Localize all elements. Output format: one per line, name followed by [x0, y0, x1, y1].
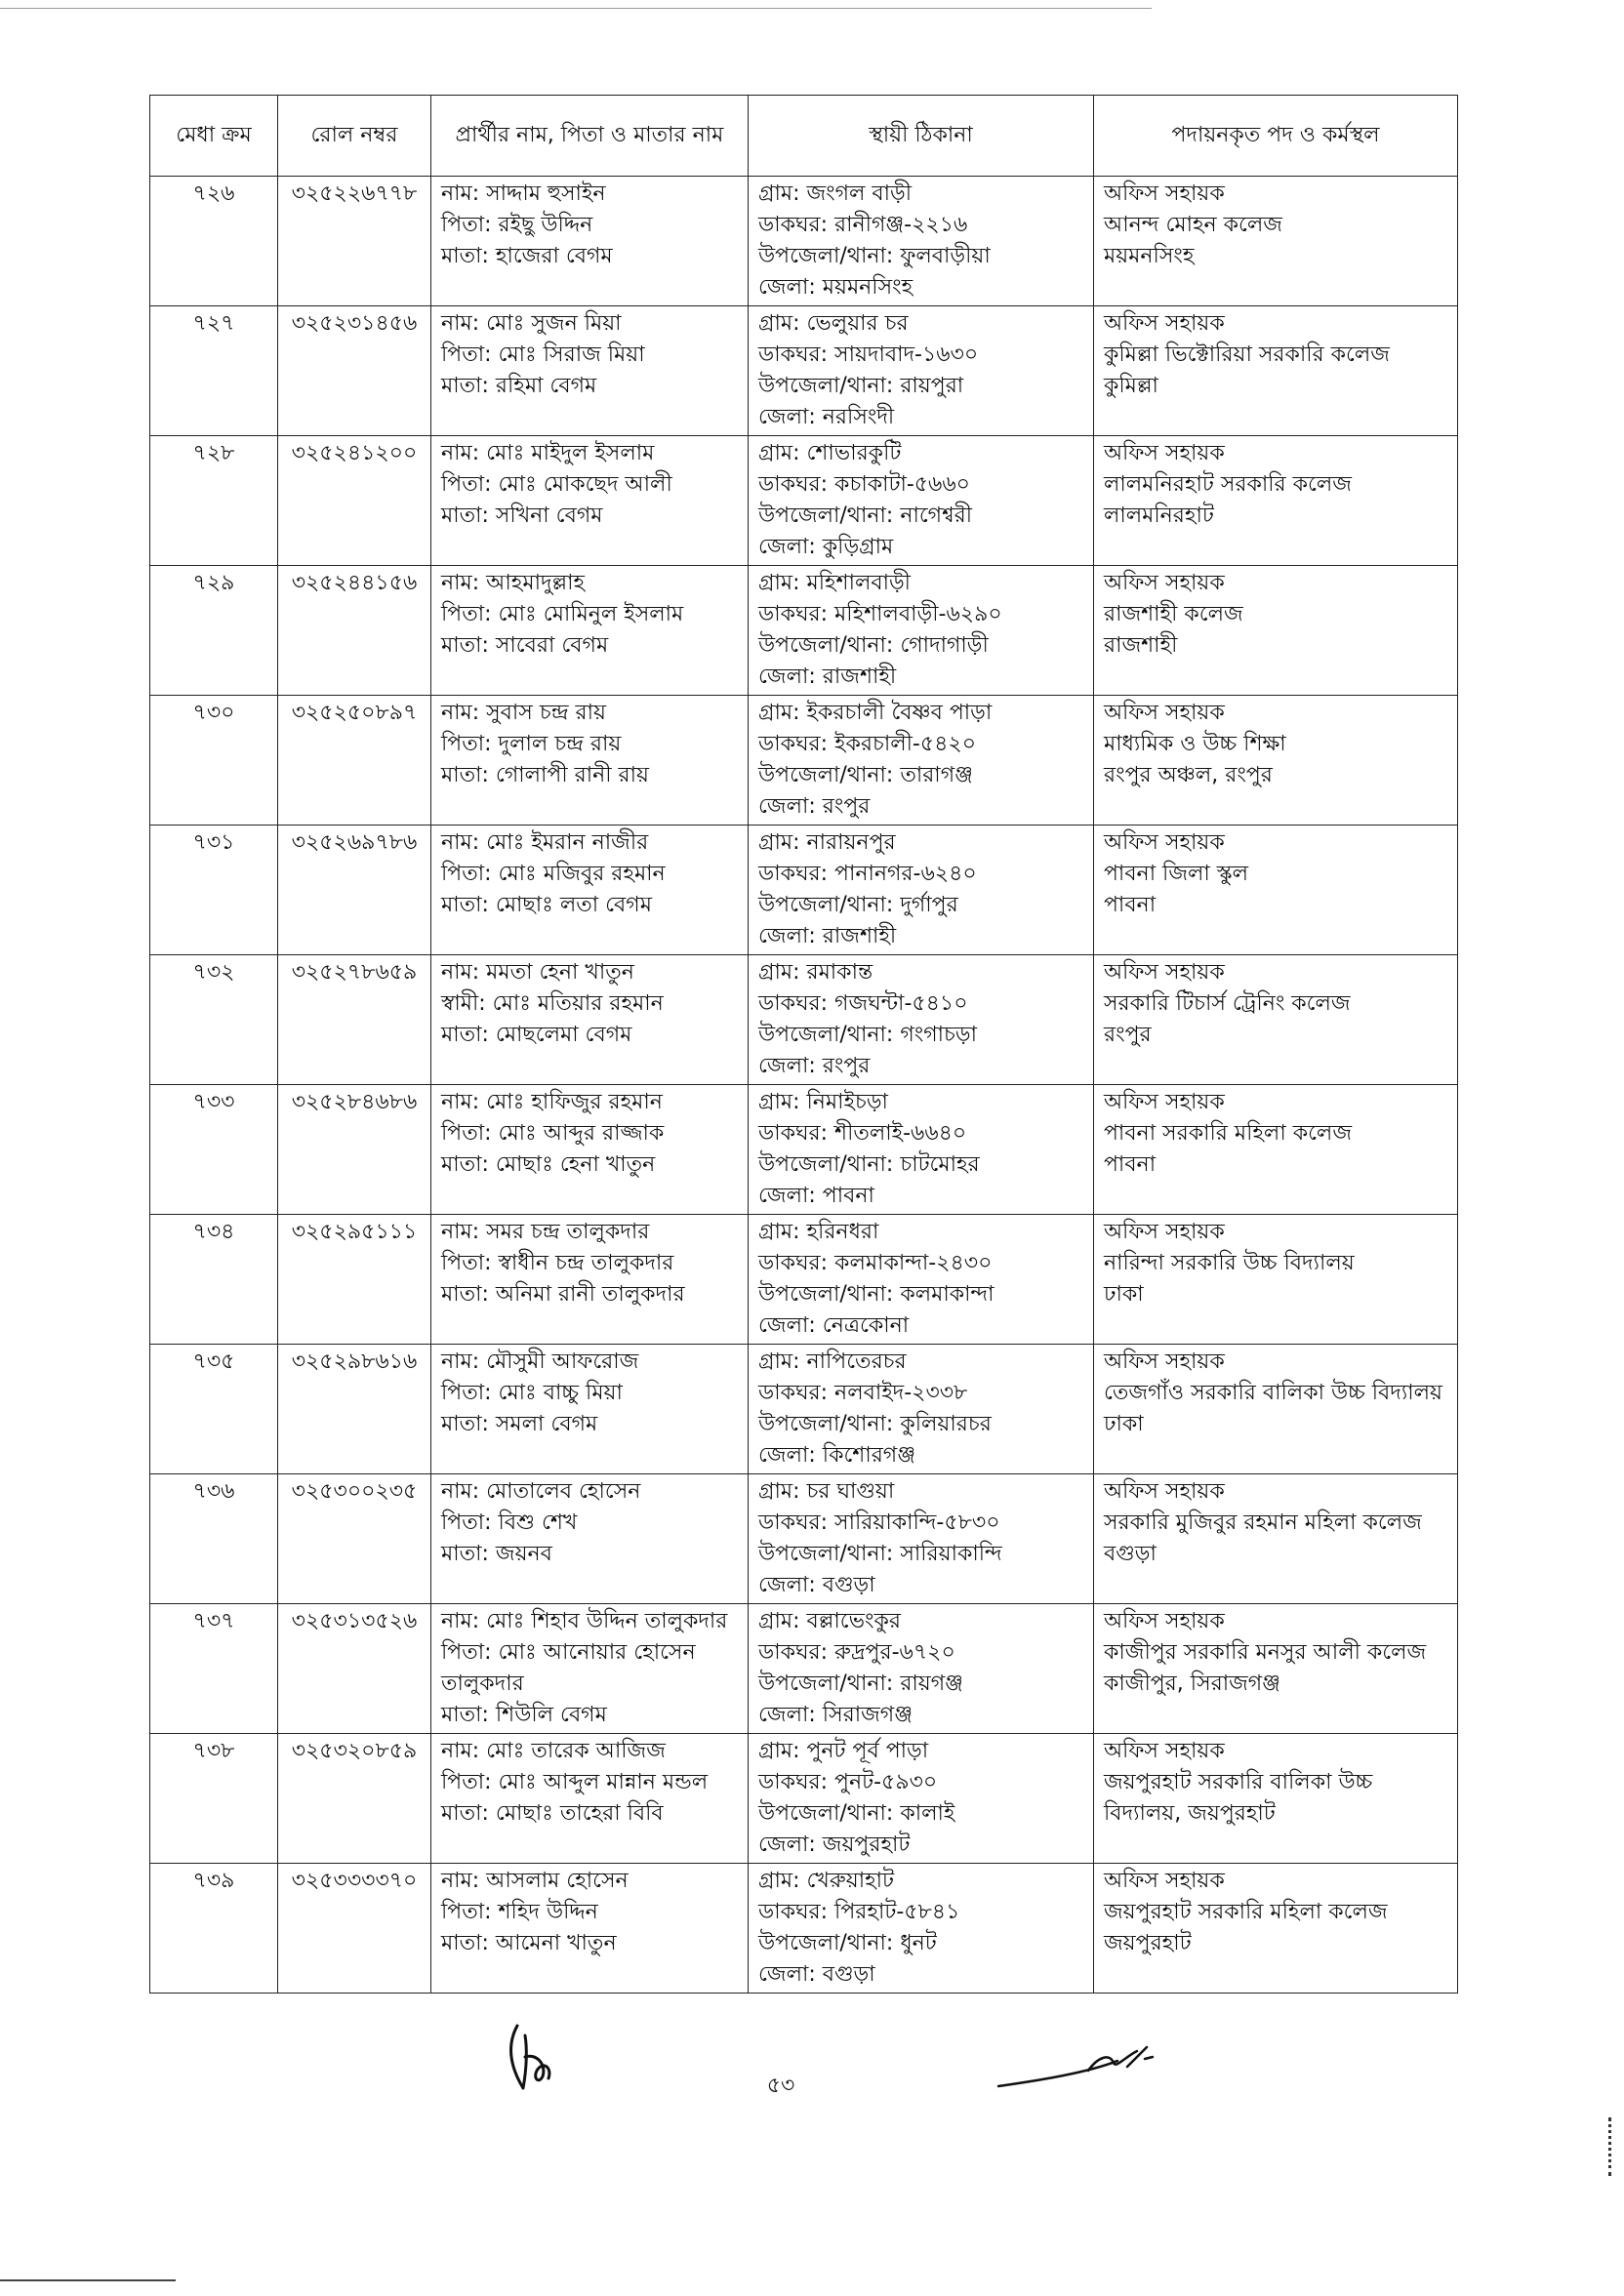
table-row — [150, 1085, 1458, 1215]
candidate-name-line: পিতা: মোঃ মোকছেদ আলী — [441, 472, 672, 497]
address-line: ডাকঘর: কলমাকান্দা-২৪৩০ — [758, 1251, 993, 1275]
address-line: ডাকঘর: রুদ্রপুর-৬৭২০ — [758, 1640, 955, 1665]
address-line: গ্রাম: রমাকান্ত — [758, 960, 873, 985]
address-cell — [749, 1604, 1094, 1734]
side-scan-marks — [1608, 2117, 1615, 2176]
address-line: উপজেলা/থানা: ধুনট — [758, 1931, 937, 1955]
merit-cell: ৭৩৫ — [150, 1345, 278, 1474]
address-line: গ্রাম: নারায়নপুর — [758, 830, 896, 855]
posting-line: ঢাকা — [1104, 1282, 1144, 1307]
merit-cell: ৭২৬ — [150, 177, 278, 306]
roll-cell: ৩২৫২৮৪৬৮৬ — [278, 1085, 431, 1215]
candidate-name-line: পিতা: বিশু শেখ — [441, 1511, 578, 1535]
address-line: উপজেলা/থানা: কালাই — [758, 1801, 955, 1826]
posting-cell — [1094, 1604, 1458, 1734]
posting-line: রংপুর — [1104, 1023, 1152, 1047]
candidate-name-line: মাতা: মোছাঃ তাহেরা বিবি — [441, 1801, 664, 1826]
candidate-name-line: নাম: মোঃ হাফিজুর রহমান — [441, 1090, 663, 1114]
merit-list-table — [149, 95, 1458, 1994]
address-line: ডাকঘর: নলবাইদ-২৩৩৮ — [758, 1381, 968, 1405]
posting-line: লালমনিরহাট — [1104, 504, 1214, 528]
address-cell — [749, 1734, 1094, 1864]
merit-cell: ৭২৮ — [150, 436, 278, 566]
candidate-name-cell — [431, 955, 749, 1085]
candidate-name-line: মাতা: অনিমা রানী তালুকদার — [441, 1282, 685, 1307]
address-line: উপজেলা/থানা: সারিয়াকান্দি — [758, 1542, 1002, 1566]
address-line: গ্রাম: জংগল বাড়ী — [758, 181, 913, 206]
roll-cell: ৩২৫২৫০৮৯৭ — [278, 696, 431, 826]
posting-line: কাজীপুর সরকারি মনসুর আলী কলেজ — [1104, 1640, 1427, 1665]
header-post: পদায়নকৃত পদ ও কর্মস্থল — [1094, 96, 1458, 177]
address-cell — [749, 1864, 1094, 1994]
candidate-name-line: নাম: মোতালেব হোসেন — [441, 1479, 641, 1504]
header-roll: রোল নম্বর — [278, 96, 431, 177]
address-line: ডাকঘর: সারিয়াকান্দি-৫৮৩০ — [758, 1511, 1000, 1535]
table-row — [150, 306, 1458, 436]
address-line: উপজেলা/থানা: রায়গঞ্জ — [758, 1672, 963, 1696]
posting-line: ঢাকা — [1104, 1412, 1144, 1436]
address-line: জেলা: নেত্রকোনা — [758, 1313, 910, 1338]
posting-line: পাবনা — [1104, 1152, 1157, 1177]
address-cell — [749, 826, 1094, 955]
candidate-name-cell — [431, 1734, 749, 1864]
posting-cell — [1094, 566, 1458, 696]
candidate-name-line: নাম: মোঃ তারেক আজিজ — [441, 1739, 666, 1763]
address-line: গ্রাম: নাপিতেরচর — [758, 1349, 907, 1374]
posting-line: অফিস সহায়ক — [1104, 1349, 1225, 1374]
posting-line: অফিস সহায়ক — [1104, 830, 1225, 855]
table-row — [150, 1604, 1458, 1734]
address-line: গ্রাম: মহিশালবাড়ী — [758, 571, 911, 595]
posting-line: অফিস সহায়ক — [1104, 571, 1225, 595]
address-line: ডাকঘর: সায়দাবাদ-১৬৩০ — [758, 342, 979, 367]
candidate-name-line: মাতা: জয়নব — [441, 1542, 552, 1566]
address-line: উপজেলা/থানা: কলমাকান্দা — [758, 1282, 995, 1307]
candidate-name-cell — [431, 1085, 749, 1215]
candidate-name-cell — [431, 1864, 749, 1994]
signature-left-icon — [488, 2018, 576, 2106]
posting-cell — [1094, 1345, 1458, 1474]
table-row — [150, 1864, 1458, 1994]
address-line: ডাকঘর: গজঘন্টা-৫৪১০ — [758, 991, 968, 1016]
address-line: জেলা: বগুড়া — [758, 1573, 875, 1597]
candidate-name-line: পিতা: মোঃ আনোয়ার হোসেন তালুকদার — [441, 1640, 696, 1696]
address-cell — [749, 306, 1094, 436]
posting-cell — [1094, 1215, 1458, 1345]
address-line: জেলা: পাবনা — [758, 1184, 874, 1208]
candidate-name-line: মাতা: সখিনা বেগম — [441, 504, 603, 528]
posting-cell — [1094, 826, 1458, 955]
candidate-name-cell — [431, 177, 749, 306]
roll-cell: ৩২৫২৪১২০০ — [278, 436, 431, 566]
candidate-name-line: মাতা: শিউলি বেগম — [441, 1703, 607, 1727]
address-line: উপজেলা/থানা: গংগাচড়া — [758, 1023, 977, 1047]
candidate-name-line: পিতা: দুলাল চন্দ্র রায় — [441, 732, 622, 756]
address-line: জেলা: রাজশাহী — [758, 665, 897, 689]
candidate-name-line: পিতা: শহিদ উদ্দিন — [441, 1900, 598, 1924]
candidate-name-cell — [431, 566, 749, 696]
candidate-name-line: নাম: মৌসুমী আফরোজ — [441, 1349, 639, 1374]
address-cell — [749, 696, 1094, 826]
address-line: ডাকঘর: রানীগঞ্জ-২২১৬ — [758, 213, 968, 237]
table-row — [150, 696, 1458, 826]
merit-cell: ৭৩৪ — [150, 1215, 278, 1345]
address-line: জেলা: সিরাজগঞ্জ — [758, 1703, 913, 1727]
candidate-name-line: নাম: আহমাদুল্লাহ — [441, 571, 586, 595]
posting-line: নারিন্দা সরকারি উচ্চ বিদ্যালয় — [1104, 1251, 1355, 1275]
table-header — [150, 96, 1458, 177]
address-cell — [749, 566, 1094, 696]
address-line: জেলা: বগুড়া — [758, 1962, 875, 1987]
posting-line: বগুড়া — [1104, 1542, 1157, 1566]
posting-line: রাজশাহী কলেজ — [1104, 602, 1243, 626]
address-line: গ্রাম: ভেলুয়ার চর — [758, 311, 909, 336]
roll-cell: ৩২৫২৯৮৬১৬ — [278, 1345, 431, 1474]
posting-line: অফিস সহায়ক — [1104, 1609, 1225, 1633]
merit-cell: ৭৩৮ — [150, 1734, 278, 1864]
posting-line: অফিস সহায়ক — [1104, 311, 1225, 336]
posting-line: পাবনা — [1104, 893, 1157, 917]
bottom-scan-mark — [0, 2279, 176, 2281]
candidate-name-line: নাম: মোঃ মাইদুল ইসলাম — [441, 441, 655, 465]
candidate-name-cell — [431, 826, 749, 955]
address-line: জেলা: কিশোরগঞ্জ — [758, 1443, 916, 1468]
posting-line: কাজীপুর, সিরাজগঞ্জ — [1104, 1672, 1280, 1696]
signature-right-image — [991, 2037, 1166, 2100]
candidate-name-line: স্বামী: মোঃ মতিয়ার রহমান — [441, 991, 664, 1016]
posting-line: অফিস সহায়ক — [1104, 1479, 1225, 1504]
posting-line: মাধ্যমিক ও উচ্চ শিক্ষা — [1104, 732, 1286, 756]
roll-cell: ৩২৫২৬৯৭৮৬ — [278, 826, 431, 955]
merit-cell: ৭৩৩ — [150, 1085, 278, 1215]
address-line: ডাকঘর: ইকরচালী-৫৪২০ — [758, 732, 977, 756]
candidate-name-line: নাম: সুবাস চন্দ্র রায় — [441, 701, 606, 725]
address-line: জেলা: রংপুর — [758, 1054, 871, 1078]
page-number: ৫৩ — [766, 2074, 795, 2098]
posting-cell — [1094, 1474, 1458, 1604]
address-line: গ্রাম: চর ঘাগুয়া — [758, 1479, 895, 1504]
candidate-name-line: মাতা: হাজেরা বেগম — [441, 244, 613, 268]
posting-line: রাজশাহী — [1104, 633, 1178, 658]
posting-line: অফিস সহায়ক — [1104, 1869, 1225, 1893]
table-row — [150, 955, 1458, 1085]
posting-line: অফিস সহায়ক — [1104, 1220, 1225, 1244]
address-line: গ্রাম: বল্লাভেংকুর — [758, 1609, 901, 1633]
table-row — [150, 566, 1458, 696]
table-body — [150, 177, 1458, 1994]
address-cell — [749, 177, 1094, 306]
table-row — [150, 1474, 1458, 1604]
candidate-name-line: পিতা: রইছু উদ্দিন — [441, 213, 593, 237]
roll-cell: ৩২৫২৪৪১৫৬ — [278, 566, 431, 696]
posting-cell — [1094, 1085, 1458, 1215]
posting-line: পাবনা জিলা স্কুল — [1104, 862, 1249, 886]
address-line: গ্রাম: ইকরচালী বৈষ্ণব পাড়া — [758, 701, 993, 725]
posting-line: কুমিল্লা ভিক্টোরিয়া সরকারি কলেজ — [1104, 342, 1390, 367]
roll-cell: ৩২৫৩০০২৩৫ — [278, 1474, 431, 1604]
candidate-name-line: নাম: সাদ্দাম হুসাইন — [441, 181, 606, 206]
candidate-name-line: মাতা: রহিমা বেগম — [441, 374, 597, 398]
candidate-name-cell — [431, 306, 749, 436]
address-line: গ্রাম: শোভারকুটি — [758, 441, 902, 465]
posting-line: জয়পুরহাট সরকারি বালিকা উচ্চ — [1104, 1770, 1373, 1794]
candidate-name-line: পিতা: মোঃ আব্দুর রাজ্জাক — [441, 1121, 665, 1146]
address-line: গ্রাম: হরিনধরা — [758, 1220, 879, 1244]
address-cell — [749, 1345, 1094, 1474]
table-row — [150, 177, 1458, 306]
posting-cell — [1094, 1734, 1458, 1864]
posting-cell — [1094, 1864, 1458, 1994]
candidate-name-cell — [431, 1345, 749, 1474]
roll-cell: ৩২৫৩১৩৫২৬ — [278, 1604, 431, 1734]
candidate-name-line: মাতা: মোছাঃ হেনা খাতুন — [441, 1152, 656, 1177]
address-line: ডাকঘর: কচাকাটা-৫৬৬০ — [758, 472, 970, 497]
header-row — [150, 96, 1458, 177]
candidate-name-line: পিতা: মোঃ আব্দুল মান্নান মন্ডল — [441, 1770, 709, 1794]
candidate-name-line: মাতা: সমলা বেগম — [441, 1412, 598, 1436]
table-row — [150, 826, 1458, 955]
candidate-name-line: নাম: মমতা হেনা খাতুন — [441, 960, 634, 985]
posting-line: অফিস সহায়ক — [1104, 960, 1225, 985]
signature-right-icon — [991, 2037, 1166, 2096]
posting-line: জয়পুরহাট সরকারি মহিলা কলেজ — [1104, 1900, 1388, 1924]
candidate-name-line: মাতা: মোছলেমা বেগম — [441, 1023, 632, 1047]
posting-line: অফিস সহায়ক — [1104, 441, 1225, 465]
candidate-name-line: পিতা: মোঃ বাচ্চু মিয়া — [441, 1381, 623, 1405]
address-line: জেলা: রাজশাহী — [758, 924, 897, 948]
merit-cell: ৭২৭ — [150, 306, 278, 436]
posting-line: বিদ্যালয়, জয়পুরহাট — [1104, 1801, 1276, 1826]
candidate-name-cell — [431, 1474, 749, 1604]
address-line: উপজেলা/থানা: রায়পুরা — [758, 374, 964, 398]
posting-line: অফিস সহায়ক — [1104, 1739, 1225, 1763]
posting-cell — [1094, 436, 1458, 566]
roll-cell: ৩২৫২৯৫১১১ — [278, 1215, 431, 1345]
candidate-name-line: মাতা: মোছাঃ লতা বেগম — [441, 893, 652, 917]
address-cell — [749, 1085, 1094, 1215]
address-cell — [749, 436, 1094, 566]
address-line: উপজেলা/থানা: দুর্গাপুর — [758, 893, 958, 917]
roll-cell: ৩২৫২২৬৭৭৮ — [278, 177, 431, 306]
merit-cell: ৭৩১ — [150, 826, 278, 955]
posting-line: পাবনা সরকারি মহিলা কলেজ — [1104, 1121, 1352, 1146]
address-line: জেলা: রংপুর — [758, 794, 871, 819]
candidate-name-cell — [431, 1604, 749, 1734]
merit-cell: ৭৩৭ — [150, 1604, 278, 1734]
address-line: ডাকঘর: পুনট-৫৯৩০ — [758, 1770, 938, 1794]
roll-cell: ৩২৫২৩১৪৫৬ — [278, 306, 431, 436]
posting-line: আনন্দ মোহন কলেজ — [1104, 213, 1282, 237]
posting-cell — [1094, 177, 1458, 306]
candidate-name-line: মাতা: আমেনা খাতুন — [441, 1931, 617, 1955]
posting-line: ময়মনসিংহ — [1104, 244, 1195, 268]
posting-line: রংপুর অঞ্চল, রংপুর — [1104, 763, 1273, 787]
candidate-name-line: পিতা: মোঃ মোমিনুল ইসলাম — [441, 602, 684, 626]
signature-left-image — [488, 2018, 576, 2110]
candidate-name-cell — [431, 1215, 749, 1345]
table-row — [150, 1345, 1458, 1474]
posting-line: অফিস সহায়ক — [1104, 1090, 1225, 1114]
candidate-name-line: নাম: মোঃ সুজন মিয়া — [441, 311, 622, 336]
address-line: উপজেলা/থানা: গোদাগাড়ী — [758, 633, 989, 658]
candidate-name-line: পিতা: মোঃ মজিবুর রহমান — [441, 862, 666, 886]
address-cell — [749, 1215, 1094, 1345]
posting-line: কুমিল্লা — [1104, 374, 1158, 398]
merit-cell: ৭৩২ — [150, 955, 278, 1085]
candidate-name-cell — [431, 696, 749, 826]
candidate-name-line: নাম: মোঃ ইমরান নাজীর — [441, 830, 649, 855]
top-scan-rule — [0, 8, 1152, 9]
merit-cell: ৭২৯ — [150, 566, 278, 696]
address-line: জেলা: নরসিংদী — [758, 405, 895, 429]
address-line: ডাকঘর: শীতলাই-৬৬৪০ — [758, 1121, 967, 1146]
merit-cell: ৭৩৯ — [150, 1864, 278, 1994]
roll-cell: ৩২৫৩৩৩৩৭০ — [278, 1864, 431, 1994]
address-line: উপজেলা/থানা: ফুলবাড়ীয়া — [758, 244, 991, 268]
posting-line: তেজগাঁও সরকারি বালিকা উচ্চ বিদ্যালয় — [1104, 1381, 1442, 1405]
candidate-name-line: নাম: সমর চন্দ্র তালুকদার — [441, 1220, 650, 1244]
posting-cell — [1094, 955, 1458, 1085]
posting-line: জয়পুরহাট — [1104, 1931, 1192, 1955]
address-line: উপজেলা/থানা: নাগেশ্বরী — [758, 504, 973, 528]
address-line: ডাকঘর: পানানগর-৬২৪০ — [758, 862, 977, 886]
roll-cell: ৩২৫৩২০৮৫৯ — [278, 1734, 431, 1864]
posting-cell — [1094, 696, 1458, 826]
merit-cell: ৭৩০ — [150, 696, 278, 826]
candidate-name-line: নাম: আসলাম হোসেন — [441, 1869, 629, 1893]
candidate-name-line: মাতা: সাবেরা বেগম — [441, 633, 609, 658]
table-row — [150, 1215, 1458, 1345]
header-name: প্রার্থীর নাম, পিতা ও মাতার নাম — [431, 96, 749, 177]
address-line: উপজেলা/থানা: কুলিয়ারচর — [758, 1412, 992, 1436]
address-line: জেলা: ময়মনসিংহ — [758, 275, 914, 300]
candidate-name-line: পিতা: স্বাধীন চন্দ্র তালুকদার — [441, 1251, 674, 1275]
merit-cell: ৭৩৬ — [150, 1474, 278, 1604]
address-line: গ্রাম: খেরুয়াহাট — [758, 1869, 894, 1893]
address-line: জেলা: জয়পুরহাট — [758, 1833, 911, 1857]
candidate-name-cell — [431, 436, 749, 566]
posting-line: লালমনিরহাট সরকারি কলেজ — [1104, 472, 1352, 497]
posting-line: সরকারি মুজিবুর রহমান মহিলা কলেজ — [1104, 1511, 1422, 1535]
address-line: জেলা: কুড়িগ্রাম — [758, 535, 894, 559]
address-line: উপজেলা/থানা: চাটমোহর — [758, 1152, 980, 1177]
candidate-name-line: মাতা: গোলাপী রানী রায় — [441, 763, 649, 787]
table-row — [150, 436, 1458, 566]
candidate-name-line: পিতা: মোঃ সিরাজ মিয়া — [441, 342, 645, 367]
table-row — [150, 1734, 1458, 1864]
address-line: গ্রাম: নিমাইচড়া — [758, 1090, 888, 1114]
roll-cell: ৩২৫২৭৮৬৫৯ — [278, 955, 431, 1085]
address-line: উপজেলা/থানা: তারাগঞ্জ — [758, 763, 973, 787]
address-line: ডাকঘর: মহিশালবাড়ী-৬২৯০ — [758, 602, 1002, 626]
posting-cell — [1094, 306, 1458, 436]
address-cell — [749, 1474, 1094, 1604]
header-merit: মেধা ক্রম — [150, 96, 278, 177]
address-cell — [749, 955, 1094, 1085]
posting-line: অফিস সহায়ক — [1104, 181, 1225, 206]
candidate-name-line: নাম: মোঃ শিহাব উদ্দিন তালুকদার — [441, 1609, 728, 1633]
header-address: স্থায়ী ঠিকানা — [749, 96, 1094, 177]
posting-line: অফিস সহায়ক — [1104, 701, 1225, 725]
address-line: গ্রাম: পুনট পূর্ব পাড়া — [758, 1739, 929, 1763]
posting-line: সরকারি টিচার্স ট্রেনিং কলেজ — [1104, 991, 1351, 1016]
address-line: ডাকঘর: পিরহাট-৫৮৪১ — [758, 1900, 960, 1924]
